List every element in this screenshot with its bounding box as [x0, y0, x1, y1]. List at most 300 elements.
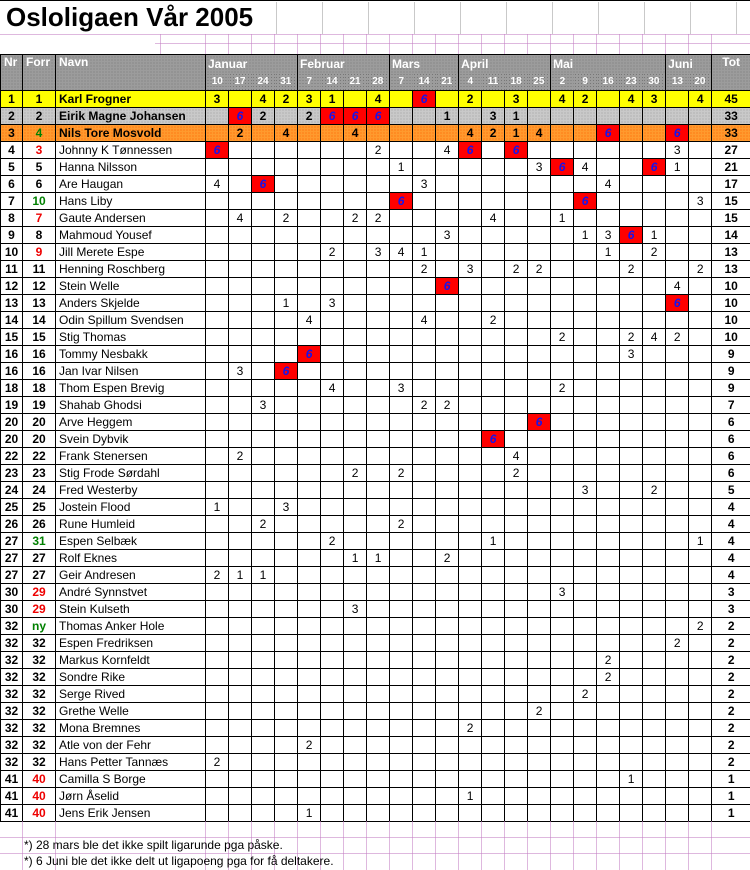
score-cell [229, 720, 252, 737]
score-cell [436, 380, 459, 397]
score-cell [252, 652, 275, 669]
rank-cell: 27 [1, 550, 23, 567]
score-cell [528, 652, 551, 669]
score-cell [321, 142, 344, 159]
rank-cell: 3 [1, 125, 23, 142]
score-cell [482, 448, 505, 465]
score-cell [298, 754, 321, 771]
score-cell [551, 788, 574, 805]
rank-cell: 23 [1, 465, 23, 482]
score-cell [252, 788, 275, 805]
score-cell: 4 [482, 210, 505, 227]
score-cell [275, 720, 298, 737]
score-cell: 2 [643, 244, 666, 261]
score-cell [321, 210, 344, 227]
score-cell [528, 380, 551, 397]
score-cell [275, 482, 298, 499]
score-cell [505, 550, 528, 567]
score-cell [390, 108, 413, 125]
score-cell [367, 448, 390, 465]
score-cell: 2 [252, 516, 275, 533]
gridline-v [460, 2, 461, 34]
score-cell [505, 397, 528, 414]
date-header-juni-20: 20 [689, 73, 712, 91]
score-cell [505, 244, 528, 261]
score-cell: 6 [275, 363, 298, 380]
score-cell [551, 533, 574, 550]
score-cell [206, 227, 229, 244]
score-cell [252, 465, 275, 482]
score-cell [528, 482, 551, 499]
player-row [1, 516, 750, 533]
score-cell: 2 [413, 261, 436, 278]
score-cell [574, 754, 597, 771]
date-header-februar-7: 7 [298, 73, 321, 91]
score-cell [528, 295, 551, 312]
score-cell [344, 567, 367, 584]
rank-cell: 16 [1, 363, 23, 380]
total-cell: 2 [712, 669, 750, 686]
score-cell [551, 227, 574, 244]
score-cell: 3 [275, 499, 298, 516]
score-cell [689, 159, 712, 176]
previous-rank-cell: 40 [23, 805, 56, 822]
score-cell [643, 278, 666, 295]
score-cell [206, 210, 229, 227]
score-cell [620, 176, 643, 193]
score-cell: 6 [413, 91, 436, 108]
score-cell [482, 499, 505, 516]
previous-rank-cell: 5 [23, 159, 56, 176]
score-cell [390, 227, 413, 244]
score-cell [666, 91, 689, 108]
total-cell: 33 [712, 108, 750, 125]
score-cell [298, 414, 321, 431]
player-name-cell: Gaute Andersen [56, 210, 206, 227]
score-cell [298, 142, 321, 159]
score-cell: 3 [459, 261, 482, 278]
score-cell [229, 329, 252, 346]
total-cell: 27 [712, 142, 750, 159]
score-cell [505, 176, 528, 193]
date-header-april-18: 18 [505, 73, 528, 91]
score-cell: 3 [551, 584, 574, 601]
score-cell [413, 805, 436, 822]
score-cell [390, 448, 413, 465]
player-row [1, 482, 750, 499]
score-cell [298, 278, 321, 295]
score-cell [321, 261, 344, 278]
player-row [1, 805, 750, 822]
score-cell [459, 805, 482, 822]
score-cell [413, 737, 436, 754]
date-header-april-4: 4 [459, 73, 482, 91]
score-cell: 2 [321, 244, 344, 261]
score-cell [597, 295, 620, 312]
score-cell [367, 686, 390, 703]
score-cell [643, 788, 666, 805]
score-cell [551, 703, 574, 720]
score-cell [229, 397, 252, 414]
score-cell [367, 533, 390, 550]
rank-cell: 32 [1, 635, 23, 652]
score-cell [459, 584, 482, 601]
score-cell [505, 618, 528, 635]
score-cell [344, 329, 367, 346]
score-cell [367, 176, 390, 193]
score-cell [620, 703, 643, 720]
score-cell: 2 [229, 125, 252, 142]
score-cell: 2 [666, 329, 689, 346]
score-cell [689, 210, 712, 227]
score-cell [528, 312, 551, 329]
score-cell [390, 278, 413, 295]
score-cell: 3 [505, 91, 528, 108]
score-cell [643, 431, 666, 448]
player-row [1, 499, 750, 516]
previous-rank-cell: 24 [23, 482, 56, 499]
score-cell [344, 142, 367, 159]
score-cell: 4 [206, 176, 229, 193]
gridline-v [458, 34, 459, 54]
score-cell [528, 550, 551, 567]
gridline-v [688, 821, 689, 870]
score-cell [597, 635, 620, 652]
previous-rank-cell: 22 [23, 448, 56, 465]
score-cell [551, 142, 574, 159]
score-cell [298, 601, 321, 618]
score-cell [321, 312, 344, 329]
score-cell: 3 [390, 380, 413, 397]
score-cell [643, 771, 666, 788]
previous-rank-cell: 26 [23, 516, 56, 533]
score-cell [505, 635, 528, 652]
score-cell [413, 635, 436, 652]
score-cell [436, 635, 459, 652]
score-cell [229, 805, 252, 822]
score-cell [574, 516, 597, 533]
score-cell [229, 652, 252, 669]
score-cell [643, 448, 666, 465]
score-cell [528, 669, 551, 686]
score-cell: 2 [528, 261, 551, 278]
previous-rank-cell: 10 [23, 193, 56, 210]
total-cell: 14 [712, 227, 750, 244]
score-cell [482, 550, 505, 567]
score-cell [413, 516, 436, 533]
score-cell [597, 363, 620, 380]
score-cell [505, 363, 528, 380]
score-cell [482, 686, 505, 703]
score-cell [436, 295, 459, 312]
score-cell [459, 737, 482, 754]
score-cell: 2 [298, 108, 321, 125]
score-cell [275, 159, 298, 176]
score-cell [252, 737, 275, 754]
score-cell [459, 108, 482, 125]
score-cell [367, 516, 390, 533]
score-cell [574, 329, 597, 346]
score-cell [206, 431, 229, 448]
player-row [1, 771, 750, 788]
rank-cell: 22 [1, 448, 23, 465]
score-cell [321, 125, 344, 142]
score-cell: 6 [367, 108, 390, 125]
score-cell: 3 [574, 482, 597, 499]
date-header-mai-30: 30 [643, 73, 666, 91]
player-row [1, 295, 750, 312]
score-cell: 6 [344, 108, 367, 125]
player-name-cell: Stig Frode Sørdahl [56, 465, 206, 482]
score-cell [321, 720, 344, 737]
table-body [1, 91, 750, 822]
score-cell [229, 635, 252, 652]
score-cell: 2 [528, 703, 551, 720]
score-cell [620, 108, 643, 125]
score-cell [505, 601, 528, 618]
player-name-cell: Stein Kulseth [56, 601, 206, 618]
score-cell [252, 346, 275, 363]
score-cell [321, 482, 344, 499]
total-cell: 2 [712, 703, 750, 720]
score-cell: 6 [482, 431, 505, 448]
player-name-cell: Thom Espen Brevig [56, 380, 206, 397]
score-cell: 1 [620, 771, 643, 788]
score-cell [275, 737, 298, 754]
score-cell [275, 414, 298, 431]
player-row [1, 227, 750, 244]
score-cell: 1 [482, 533, 505, 550]
score-cell [574, 567, 597, 584]
score-cell [482, 618, 505, 635]
score-cell [643, 652, 666, 669]
score-cell: 4 [643, 329, 666, 346]
score-cell [482, 567, 505, 584]
previous-rank-cell: 9 [23, 244, 56, 261]
score-cell [275, 567, 298, 584]
score-cell [551, 482, 574, 499]
score-cell [275, 176, 298, 193]
gridline-v [665, 34, 666, 54]
score-cell [321, 618, 344, 635]
score-cell [252, 601, 275, 618]
rank-cell: 13 [1, 295, 23, 312]
score-cell [666, 618, 689, 635]
score-cell [275, 278, 298, 295]
gridline-v [711, 821, 712, 870]
score-cell [689, 329, 712, 346]
score-cell [505, 159, 528, 176]
score-cell [206, 703, 229, 720]
player-row [1, 380, 750, 397]
score-cell [436, 210, 459, 227]
score-cell [436, 346, 459, 363]
score-cell [206, 363, 229, 380]
score-cell [505, 227, 528, 244]
score-cell [689, 635, 712, 652]
score-cell [666, 210, 689, 227]
score-cell [459, 652, 482, 669]
score-cell [275, 788, 298, 805]
score-cell [229, 601, 252, 618]
score-cell [505, 499, 528, 516]
score-cell [413, 754, 436, 771]
score-cell [689, 754, 712, 771]
score-cell [344, 176, 367, 193]
score-cell [344, 414, 367, 431]
score-cell [252, 329, 275, 346]
score-cell [298, 499, 321, 516]
total-cell: 6 [712, 465, 750, 482]
total-cell: 17 [712, 176, 750, 193]
score-cell [689, 771, 712, 788]
score-cell [482, 295, 505, 312]
score-cell [321, 278, 344, 295]
score-cell [298, 771, 321, 788]
score-cell [413, 618, 436, 635]
player-row [1, 91, 750, 108]
player-name-cell: Markus Kornfeldt [56, 652, 206, 669]
score-cell: 3 [620, 346, 643, 363]
score-cell: 2 [459, 91, 482, 108]
score-cell [436, 686, 459, 703]
total-cell: 7 [712, 397, 750, 414]
score-cell [597, 618, 620, 635]
score-cell [436, 159, 459, 176]
gridline-v [389, 821, 390, 870]
score-cell: 4 [252, 91, 275, 108]
previous-rank-cell: 3 [23, 142, 56, 159]
score-cell [597, 193, 620, 210]
score-cell [574, 669, 597, 686]
score-cell [620, 516, 643, 533]
score-cell [252, 210, 275, 227]
score-cell: 6 [643, 159, 666, 176]
score-cell [643, 499, 666, 516]
player-row [1, 414, 750, 431]
score-cell: 1 [275, 295, 298, 312]
score-cell [597, 499, 620, 516]
score-cell [436, 431, 459, 448]
score-cell [229, 176, 252, 193]
player-row [1, 618, 750, 635]
score-cell: 6 [666, 295, 689, 312]
score-cell [597, 448, 620, 465]
score-cell [551, 550, 574, 567]
score-cell [505, 771, 528, 788]
score-cell [321, 176, 344, 193]
score-cell [252, 754, 275, 771]
score-cell [252, 159, 275, 176]
score-cell [344, 91, 367, 108]
total-cell: 13 [712, 261, 750, 278]
score-cell [344, 431, 367, 448]
previous-rank-cell: 15 [23, 329, 56, 346]
date-header-mai-9: 9 [574, 73, 597, 91]
score-cell [252, 499, 275, 516]
score-cell [643, 176, 666, 193]
score-cell: 4 [275, 125, 298, 142]
player-name-cell: Grethe Welle [56, 703, 206, 720]
score-cell [597, 771, 620, 788]
gridline-v [550, 821, 551, 870]
score-cell [229, 227, 252, 244]
score-cell: 2 [597, 669, 620, 686]
score-cell [482, 635, 505, 652]
score-cell [206, 397, 229, 414]
score-cell [252, 550, 275, 567]
score-cell [390, 91, 413, 108]
score-cell [482, 805, 505, 822]
total-cell: 10 [712, 278, 750, 295]
score-cell [689, 584, 712, 601]
gridline-v [366, 34, 367, 54]
score-cell [459, 448, 482, 465]
score-cell: 2 [666, 635, 689, 652]
rank-cell: 32 [1, 652, 23, 669]
score-cell [643, 686, 666, 703]
score-cell: 6 [666, 125, 689, 142]
score-cell [597, 720, 620, 737]
score-cell [689, 125, 712, 142]
score-cell [551, 567, 574, 584]
score-cell [459, 414, 482, 431]
date-header-april-25: 25 [528, 73, 551, 91]
score-cell [390, 737, 413, 754]
score-cell [229, 737, 252, 754]
previous-rank-cell: 32 [23, 686, 56, 703]
total-cell: 15 [712, 193, 750, 210]
score-cell [206, 550, 229, 567]
score-cell [551, 176, 574, 193]
score-cell: 6 [229, 108, 252, 125]
score-cell [436, 482, 459, 499]
score-cell [505, 193, 528, 210]
score-cell: 3 [597, 227, 620, 244]
score-cell: 3 [229, 363, 252, 380]
score-cell [436, 414, 459, 431]
score-cell [321, 567, 344, 584]
player-row [1, 244, 750, 261]
player-name-cell: Are Haugan [56, 176, 206, 193]
score-cell [229, 584, 252, 601]
score-cell [643, 193, 666, 210]
gridline-v [481, 821, 482, 870]
score-cell [620, 448, 643, 465]
player-row [1, 346, 750, 363]
score-cell [505, 669, 528, 686]
score-cell [666, 193, 689, 210]
score-cell: 2 [436, 550, 459, 567]
score-cell [321, 448, 344, 465]
score-cell [413, 329, 436, 346]
date-header-mai-2: 2 [551, 73, 574, 91]
score-cell [275, 669, 298, 686]
gridline-v [366, 821, 367, 870]
total-cell: 2 [712, 720, 750, 737]
player-row [1, 176, 750, 193]
score-cell [574, 533, 597, 550]
score-cell: 4 [505, 448, 528, 465]
month-header-februar: Februar [298, 55, 390, 74]
score-cell [643, 737, 666, 754]
player-row [1, 193, 750, 210]
score-cell [413, 448, 436, 465]
score-cell [367, 771, 390, 788]
score-cell [505, 686, 528, 703]
date-header-februar-21: 21 [344, 73, 367, 91]
score-cell: 2 [574, 686, 597, 703]
